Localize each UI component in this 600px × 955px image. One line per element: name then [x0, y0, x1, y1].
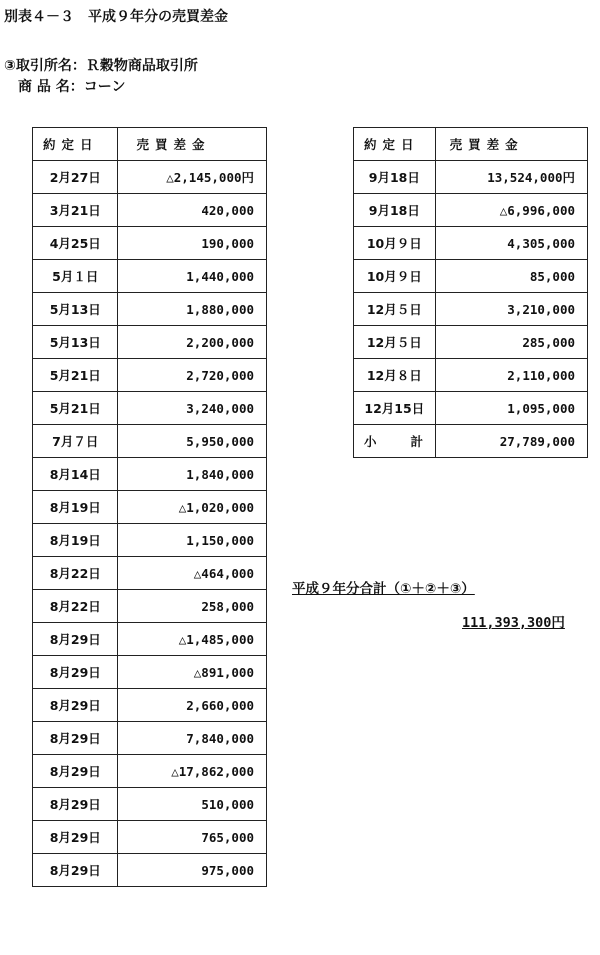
- subtotal-row: [354, 425, 588, 458]
- table-row: [33, 788, 267, 821]
- trade-date: 8月29日: [33, 755, 118, 788]
- trade-amount: 2,110,000: [435, 359, 587, 392]
- column-header-date: 約定日: [33, 128, 118, 161]
- trade-date: 8月29日: [33, 821, 118, 854]
- trade-table-left: [32, 127, 267, 887]
- table-row: [354, 392, 588, 425]
- trade-date: 8月29日: [33, 689, 118, 722]
- trade-amount: 420,000: [118, 194, 267, 227]
- grand-total-label: 平成９年分合計（①＋②＋③）: [292, 581, 475, 597]
- trade-amount: 2,660,000: [118, 689, 267, 722]
- trade-amount: △891,000: [118, 656, 267, 689]
- trade-date: 5月13日: [33, 326, 118, 359]
- table-row: [354, 194, 588, 227]
- trade-amount: 1,095,000: [435, 392, 587, 425]
- table-row: [33, 458, 267, 491]
- subtotal-label: [354, 425, 436, 458]
- trade-date: 9月18日: [354, 161, 436, 194]
- trade-date: 8月29日: [33, 722, 118, 755]
- trade-amount: 975,000: [118, 854, 267, 887]
- table-row: [33, 359, 267, 392]
- trade-date: 10月９日: [354, 260, 436, 293]
- trade-amount: 1,880,000: [118, 293, 267, 326]
- trade-amount: 2,720,000: [118, 359, 267, 392]
- table-row: [33, 227, 267, 260]
- trade-amount: △1,020,000: [118, 491, 267, 524]
- trade-amount: 190,000: [118, 227, 267, 260]
- table-row: [33, 326, 267, 359]
- table-row: [33, 392, 267, 425]
- table-header-row: [354, 128, 588, 161]
- table-row: [354, 293, 588, 326]
- trade-date: 8月29日: [33, 623, 118, 656]
- trade-amount: 5,950,000: [118, 425, 267, 458]
- trade-date: 12月５日: [354, 293, 436, 326]
- trade-date: 10月９日: [354, 227, 436, 260]
- trade-date: 8月29日: [33, 788, 118, 821]
- trade-amount: △1,485,000: [118, 623, 267, 656]
- trade-date: 7月７日: [33, 425, 118, 458]
- table-row: [354, 260, 588, 293]
- column-header-amount: 売買差金: [118, 128, 267, 161]
- trade-amount: 765,000: [118, 821, 267, 854]
- table-row: [33, 260, 267, 293]
- trade-amount: △464,000: [118, 557, 267, 590]
- table-row: [33, 656, 267, 689]
- trade-amount: 7,840,000: [118, 722, 267, 755]
- subtotal-label-2: 計: [410, 434, 424, 449]
- table-row: [33, 821, 267, 854]
- table-row: [33, 524, 267, 557]
- trade-amount: 4,305,000: [435, 227, 587, 260]
- table-row: [33, 590, 267, 623]
- table-row: [33, 293, 267, 326]
- trade-date: 5月１日: [33, 260, 118, 293]
- trade-amount: 1,150,000: [118, 524, 267, 557]
- trade-date: 12月５日: [354, 326, 436, 359]
- table-row: [354, 326, 588, 359]
- trade-amount: 3,240,000: [118, 392, 267, 425]
- trade-date: 5月13日: [33, 293, 118, 326]
- exchange-name: ③取引所名：Ｒ穀物商品取引所: [4, 58, 198, 74]
- trade-date: 3月21日: [33, 194, 118, 227]
- column-header-amount: 売買差金: [435, 128, 587, 161]
- trade-amount: 1,440,000: [118, 260, 267, 293]
- trade-amount: △6,996,000: [435, 194, 587, 227]
- trade-date: 8月19日: [33, 491, 118, 524]
- trade-date: 5月21日: [33, 392, 118, 425]
- trade-date: 8月22日: [33, 557, 118, 590]
- table-row: [33, 722, 267, 755]
- trade-date: 8月19日: [33, 524, 118, 557]
- table-row: [33, 689, 267, 722]
- trade-date: 12月８日: [354, 359, 436, 392]
- trade-date: 5月21日: [33, 359, 118, 392]
- table-row: [33, 491, 267, 524]
- trade-table-right: [353, 127, 588, 458]
- trade-amount: △17,862,000: [118, 755, 267, 788]
- trade-date: 4月25日: [33, 227, 118, 260]
- trade-date: 9月18日: [354, 194, 436, 227]
- trade-amount: △2,145,000円: [118, 161, 267, 194]
- trade-amount: 510,000: [118, 788, 267, 821]
- trade-amount: 13,524,000円: [435, 161, 587, 194]
- table-row: [33, 194, 267, 227]
- trade-date: 2月27日: [33, 161, 118, 194]
- trade-date: 8月29日: [33, 854, 118, 887]
- trade-date: 12月15日: [354, 392, 436, 425]
- table-row: [33, 557, 267, 590]
- table-row: [33, 425, 267, 458]
- table-row: [33, 161, 267, 194]
- trade-amount: 258,000: [118, 590, 267, 623]
- trade-amount: 85,000: [435, 260, 587, 293]
- subtotal-amount: 27,789,000: [435, 425, 587, 458]
- trade-date: 8月14日: [33, 458, 118, 491]
- table-row: [354, 227, 588, 260]
- trade-amount: 285,000: [435, 326, 587, 359]
- trade-amount: 1,840,000: [118, 458, 267, 491]
- table-row: [33, 755, 267, 788]
- trade-amount: 2,200,000: [118, 326, 267, 359]
- table-row: [33, 854, 267, 887]
- column-header-date: 約定日: [354, 128, 436, 161]
- trade-amount: 3,210,000: [435, 293, 587, 326]
- table-row: [354, 161, 588, 194]
- trade-date: 8月29日: [33, 656, 118, 689]
- grand-total-amount: 111,393,300円: [462, 615, 565, 631]
- table-header-row: [33, 128, 267, 161]
- page-title: 別表４－３ 平成９年分の売買差金: [4, 9, 228, 25]
- subtotal-label-1: 小: [364, 434, 377, 449]
- trade-date: 8月22日: [33, 590, 118, 623]
- table-row: [354, 359, 588, 392]
- commodity-name: 商 品 名：コーン: [18, 79, 126, 95]
- table-row: [33, 623, 267, 656]
